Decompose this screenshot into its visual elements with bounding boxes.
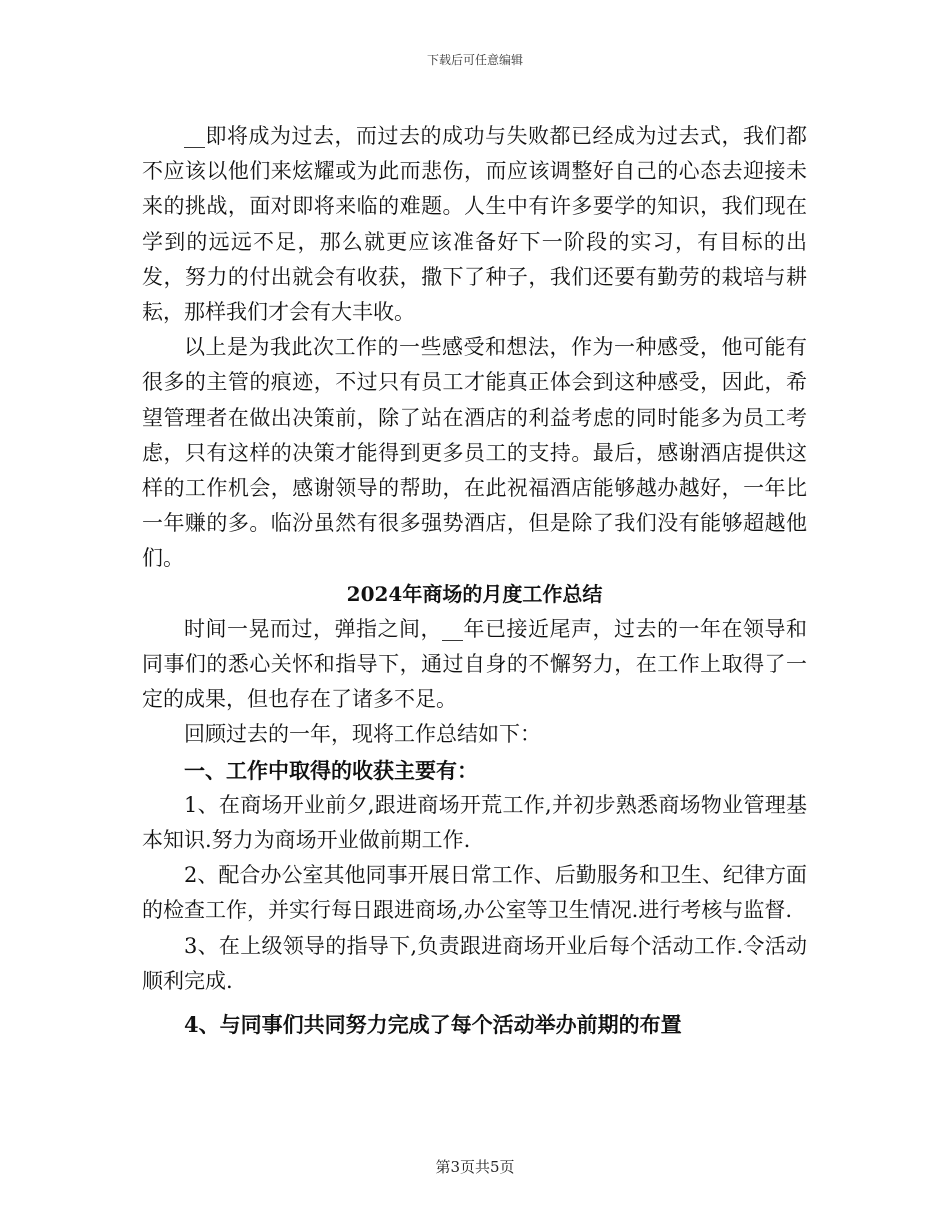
paragraph-review: 回顾过去的一年，现将工作总结如下： — [184, 722, 541, 747]
heading-achievements: 一、工作中取得的收获主要有： — [184, 757, 478, 783]
page-header: 下载后可任意编辑 — [426, 53, 523, 67]
section-title: 2024年商场的月度工作总结 — [346, 581, 603, 606]
list-item-2: 2、配合办公室其他同事开展日常工作、后勤服务和卫生、纪律方面的检查工作，并实行每日跟进商场,办公室等卫生情况.进行考核与监督. — [142, 863, 807, 923]
paragraph-past: __即将成为过去，而过去的成功与失败都已经成为过去式，我们都不应该以他们来炫耀或为此而悲伤，而应该调整好自己的心态去迎接未来的挑战，面对即将来临的难题。人生中有许多要学的知识，我们现在学到的远远不足，那么就更应该准备好下一阶段的实习，有目标的出发，努力的付出就会有收获，撒下了种子，我们还要有勤劳的栽培与耕耘，那样我们才会有大丰收。 — [142, 124, 807, 325]
list-item-3: 3、在上级领导的指导下,负责跟进商场开业后每个活动工作.令活动顺利完成. — [142, 933, 807, 993]
list-item-1: 1、在商场开业前夕,跟进商场开荒工作,并初步熟悉商场物业管理基本知识.努力为商场开业做前期工作. — [142, 792, 807, 853]
paragraph-feelings: 以上是为我此次工作的一些感受和想法，作为一种感受，他可能有很多的主管的痕迹，不过只有员工才能真正体会到这种感受，因此，希望管理者在做出决策前，除了站在酒店的利益考虑的同时能多为员工考虑，只有这样的决策才能得到更多员工的支持。最后，感谢酒店提供这样的工作机会，感谢领导的帮助，在此祝福酒店能够越办越好，一年比一年赚的多。临汾虽然有很多强势酒店，但是除了我们没有能够超越他们。 — [142, 335, 807, 571]
page-number: 第3页共5页 — [435, 1158, 515, 1176]
document-body — [142, 119, 807, 1042]
list-item-4: 4、与同事们共同努力完成了每个活动举办前期的布置 — [184, 1012, 682, 1038]
paragraph-intro: 时间一晃而过，弹指之间，__年已接近尾声，过去的一年在领导和同事们的悉心关怀和指导下，通过自身的不懈努力，在工作上取得了一定的成果，但也存在了诸多不足。 — [142, 616, 807, 712]
